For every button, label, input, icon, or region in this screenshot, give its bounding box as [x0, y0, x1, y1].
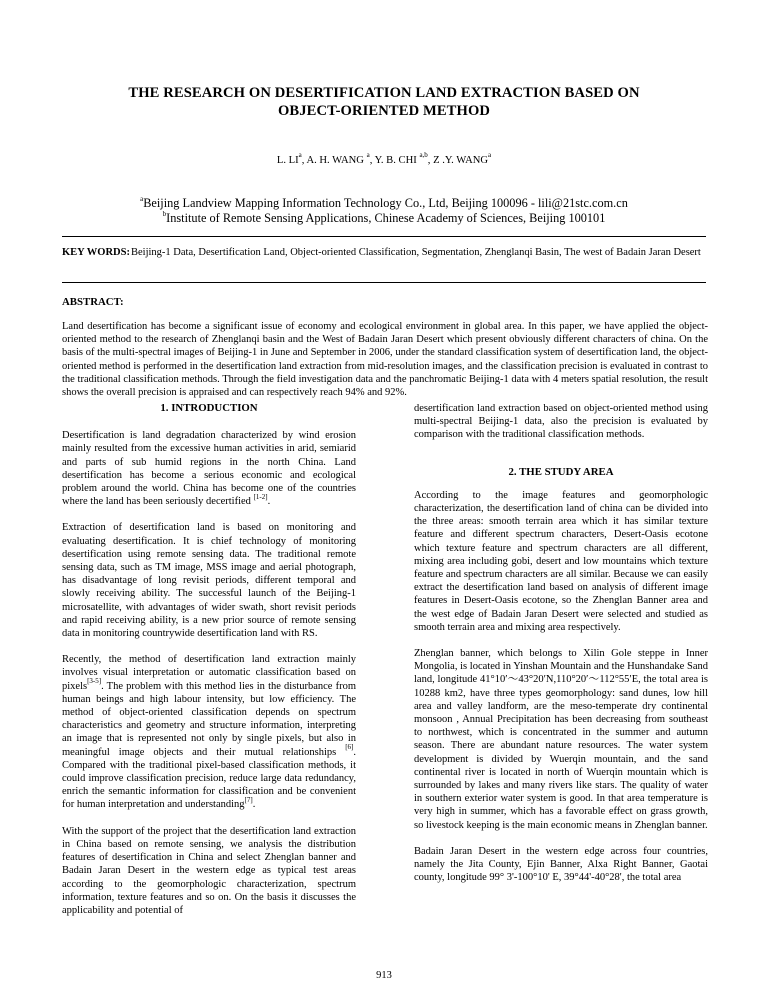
- affil-mark: b: [162, 209, 167, 218]
- para-text: . Compared with the traditional pixel-based classification methods, it could improve classification precision, reduce large data redundancy, enrich the semantic information for classification and be convenient for human interpretation and understanding: [62, 746, 356, 811]
- section-heading-introduction: 1. INTRODUCTION: [160, 402, 258, 414]
- affiliation-b: [60, 211, 708, 226]
- keywords-label: KEY WORDS:: [62, 247, 130, 258]
- intro-paragraph-3: Recently, the method of desertification land extraction mainly involves visual interpretation or automatic classification based on pixels[3-5]. The problem with this method lies in the disturbance from human beings and high labour intensity, but low efficiency. The method of object-oriented classification depends on spectrum characteristics and geometry and structure information, interpreting an image that is represented not only by single pixels, but also in meaningful image objects and their mutual relationships [6]. Compared with the traditional pixel-based classification methods, it could improve classification precision, reduce large data redundancy, enrich the semantic information for classification and be convenient for human interpretation and understanding[7].: [62, 654, 356, 811]
- intro-continued: desertification land extraction based on object-oriented method using multi-spectral Beijing-1 data, also the precision is evaluated by comparison with the traditional classification methods.: [414, 403, 708, 441]
- para-text: Desertification is land degradation characterized by wind erosion mainly resulted from the excessive human activities in arid, semiarid and parts of sub humid regions in the north China. Land desertification has become a serious economic and ecological problem around the world. China has become one of the countries where the land has been seriously decertified: [62, 430, 356, 508]
- study-paragraph-3: Badain Jaran Desert in the western edge across four countries, namely the Jita County, Ejin Banner, Alxa Right Banner, Gaotai county, longitude 99° 3'-100°10' E, 39°44'-40°28', the total area: [414, 845, 708, 884]
- paper-title: [60, 84, 708, 120]
- title-line-2: OBJECT-ORIENTED METHOD: [277, 103, 491, 119]
- author-affil-mark: a: [366, 151, 370, 160]
- divider-keywords: [62, 282, 706, 283]
- citation: [3-5]: [87, 677, 102, 686]
- right-column: [414, 402, 708, 898]
- para-text: Recently, the method of desertification land extraction mainly involves visual interpretation or automatic classification based on pixels: [62, 654, 356, 692]
- abstract-text: Land desertification has become a significant issue of economy and ecological environment in global area. In this paper, we have applied the object-oriented method to the research of Zhenglanqi basin and the West of Badain Jaran Desert which present obviously different characters of china. On the basis of the multi-spectral images of Beijing-1 in June and September in 2006, under the standard classification system of desertification land, the object-oriented method is performed in the desertification land extraction from mid-resolution images, and the classification precision is evaluated in contrast to the traditional classification methods. Through the field investigation data and the panchromatic Beijing-1 data with 4 meters spatial resolution, the result shows the overall precision is appraised and can respectively reach 94% and 92%.: [62, 321, 708, 399]
- intro-paragraph-2: Extraction of desertification land is based on monitoring and evaluating desertification. It is chief technology of monitoring desertification using remote sensing data. The traditional remote sensing data, such as TM image, MSS image and aerial photograph, has disadvantage of long revisit periods, different temporal and slowly receiving ability. The successful launch of the Beijing-1 microsatellite, with advantages of wider swath, short revisit periods and rapid receiving ability, is a new prior source of remote sensing data in monitoring countrywide desertification land with RS.: [62, 522, 356, 640]
- author-affil-mark: a,b: [419, 151, 428, 160]
- divider-top: [62, 236, 706, 237]
- keywords-text: Beijing-1 Data, Desertification Land, Object-oriented Classification, Segmentation, Zhenglanqi Basin, The west of Badain Jaran Desert: [131, 247, 701, 258]
- abstract-heading: ABSTRACT:: [62, 296, 124, 308]
- author-affil-mark: a: [298, 151, 302, 160]
- study-paragraph-2: Zhenglan banner, which belongs to Xilin Gole steppe in Inner Mongolia, is located in Yinshan Mountain and the Hunshandake Sand land, longitude 41°10′～43°20′N,110°20′～112°55′E, the total area is 10288 km2, have three types geomorphology: sand dunes, low hill area and valley landform, are the meso-temperate dry continental monsoon , Annual Precipitation has been decreasing from southeast to northwest, which is concentrated in the summer and autumn season. There are abundant nature resources. The water system development is divided by Wuerqin mountain, and the sand continental river is located in north of Wuerqin mountain which is surrounded by lakes and many rivers like stars. The quality of water in southern exterior water system is good. In that area temperature is very high in summer, which has a favorable effect on grass growth, so livestock keeping is the main economic means in Zhenglan banner.: [414, 648, 708, 831]
- citation: [6]: [345, 743, 354, 752]
- affil-text: Beijing Landview Mapping Information Technology Co., Ltd, Beijing 100096 - lili@21stc.com.cn: [143, 196, 628, 210]
- intro-paragraph-1: Desertification is land degradation characterized by wind erosion mainly resulted from the excessive human activities in arid, semiarid and parts of sub humid regions in the north China. Land desertification has become a serious economic and ecological problem around the world. China has become one of the countries where the land has been seriously decertified [1-2].: [62, 430, 356, 508]
- affil-mark: a: [140, 194, 144, 203]
- author-affil-mark: a: [488, 151, 492, 160]
- affiliation-a: [60, 196, 708, 211]
- para-text: . The problem with this method lies in the disturbance from human beings and high labour intensity, but low efficiency. The method of object-oriented classification depends on spectrum characteristics and geometry and structure information, interpreting an image that is represented not only by single pixels, but also in meaningful image objects and their mutual relationships: [62, 680, 356, 758]
- author-name: L. LI: [276, 155, 299, 166]
- page-number: 913: [376, 970, 392, 981]
- affil-text: Institute of Remote Sensing Applications, Chinese Academy of Sciences, Beijing 100101: [166, 211, 606, 225]
- intro-paragraph-4: With the support of the project that the desertification land extraction in China based on remote sensing, we analysis the distribution features of desertification in China and select Zhenglan banner and Badain Jaran Desert in the western edge as typical test areas according to the geomorphologic characterization, spectrum information, texture features and so on. On the basis it discusses the applicability and potential of: [62, 825, 356, 916]
- affiliations: [60, 196, 708, 226]
- author-list: [60, 151, 708, 168]
- citation: [1-2]: [253, 492, 268, 501]
- citation: [7]: [244, 795, 253, 804]
- study-paragraph-1: According to the image features and geomorphologic characterization, the desertification land of china can be divided into the three areas: smooth terrain area which it has similar texture feature and different spectrum characters, Desert-Oasis ecotone which texture feature and spectrum characters are all different, mixing area including gobi, desert and low mountains which texture feature and spectrum characters are all similar. Because we can easily extract the desertification land based on analysis of different image features in Desert-Oasis ecotone, so the Zhenglan Banner area and the west edge of Badain Jaran Desert were selected and studied as smooth terrain area and mixing area respectively.: [414, 489, 708, 633]
- title-line-1: THE RESEARCH ON DESERTIFICATION LAND EXTRACTION BASED ON: [128, 85, 640, 101]
- author-name: , Z .Y. WANG: [427, 155, 489, 166]
- author-name: , Y. B. CHI: [369, 155, 420, 166]
- section-heading-study-area: 2. THE STUDY AREA: [508, 465, 614, 478]
- author-name: , A. H. WANG: [301, 155, 367, 166]
- left-column: [62, 402, 356, 930]
